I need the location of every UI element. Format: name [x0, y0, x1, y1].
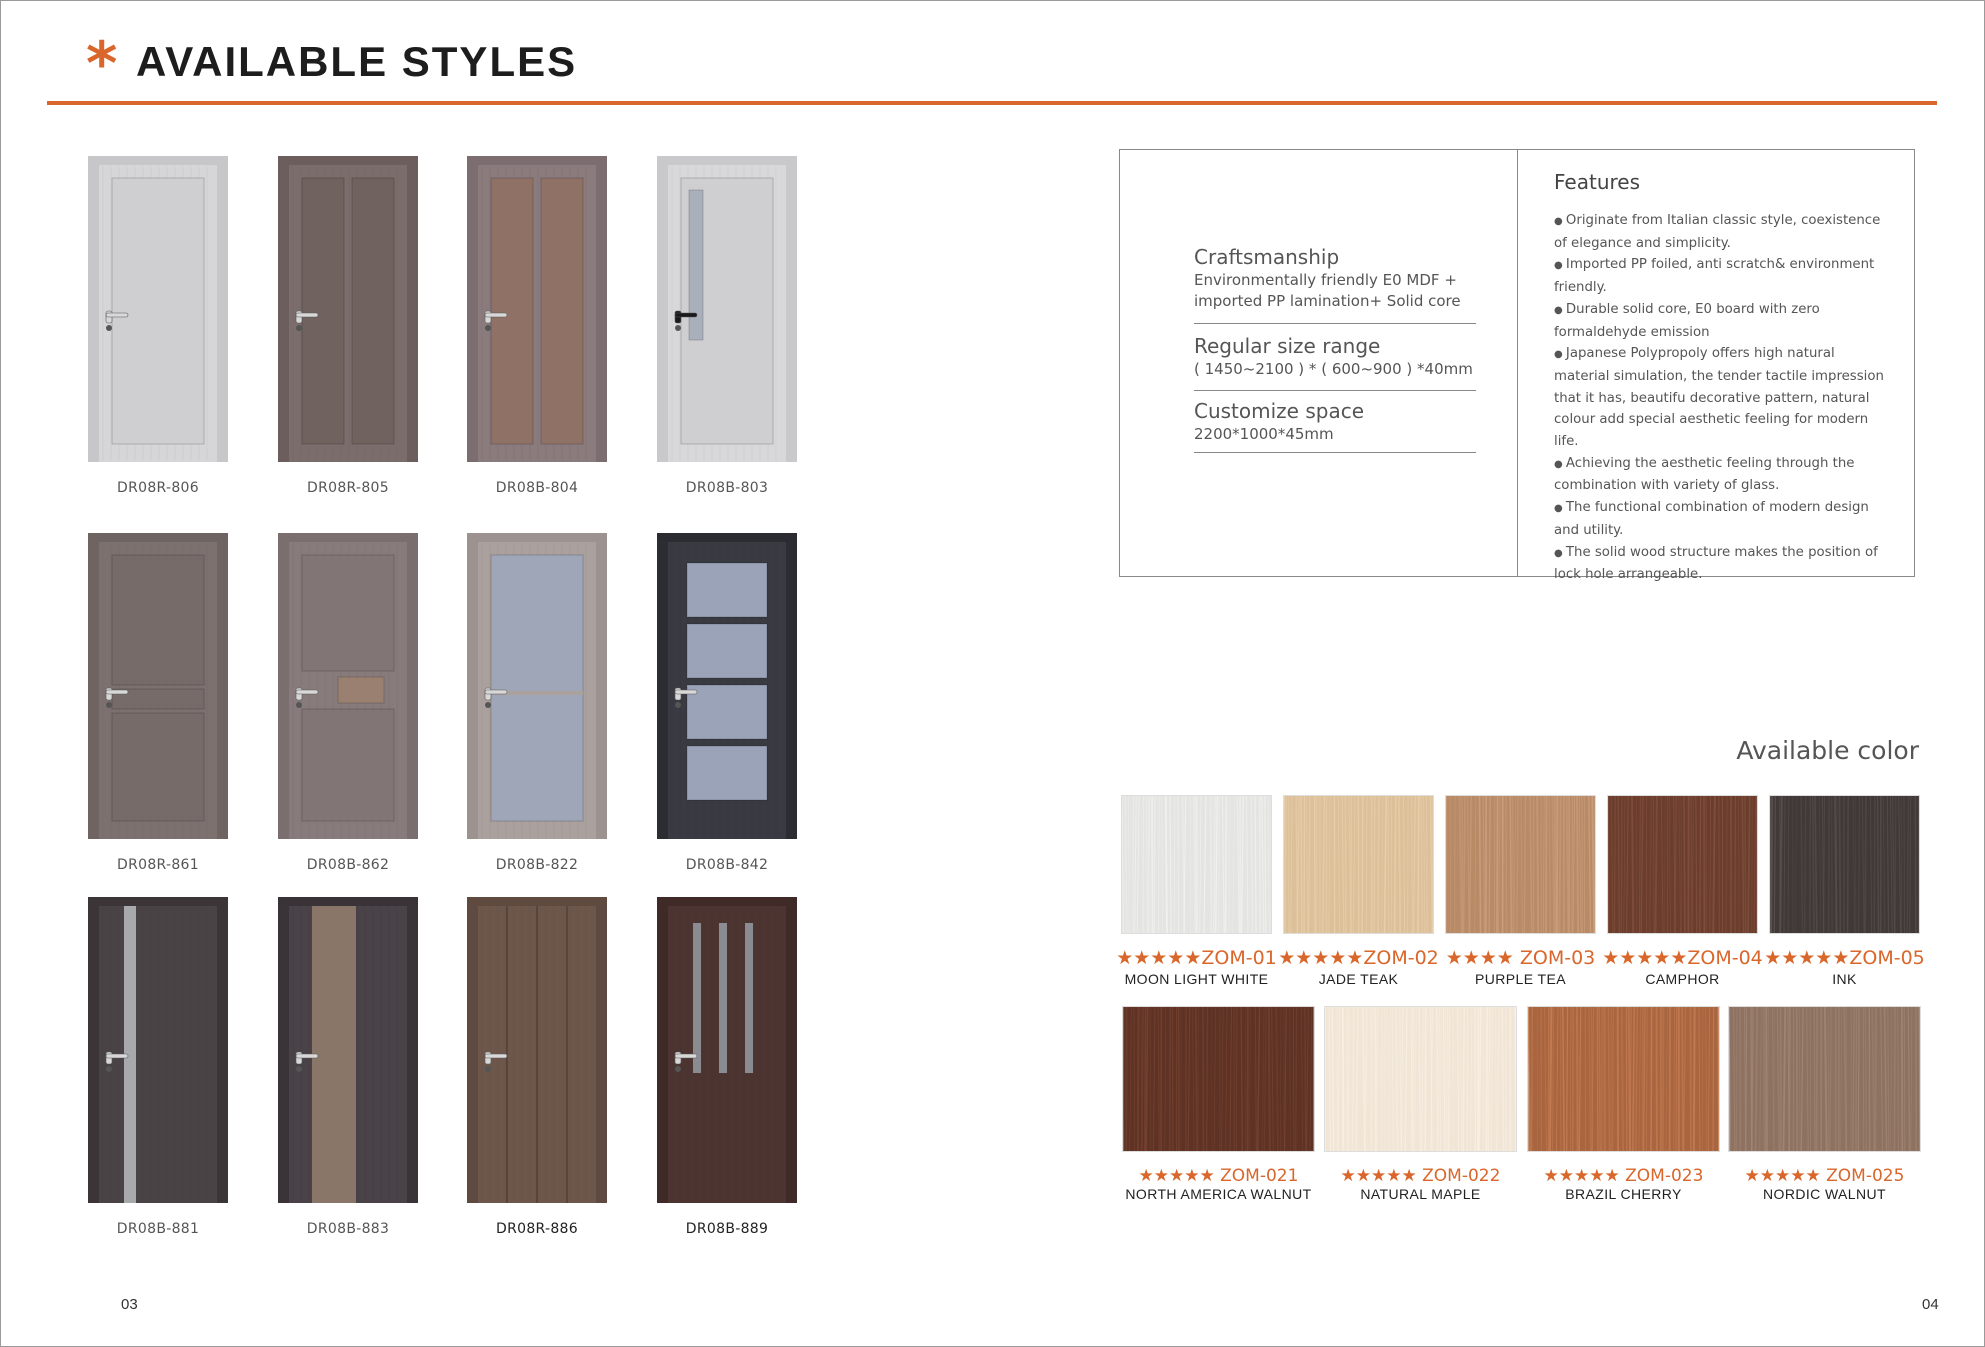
- feature-item: ● Originate from Italian classic style, coexistence of elegance and simplicity.: [1554, 210, 1894, 254]
- craftsmanship-text: Environmentally friendly E0 MDF + imported PP lamination+ Solid core: [1194, 271, 1461, 310]
- feature-item: ● Durable solid core, E0 board with zero formaldehyde emission: [1554, 299, 1894, 343]
- available-color-heading: Available color: [1736, 736, 1919, 765]
- info-column-divider: [1517, 150, 1518, 576]
- size-range-text: ( 1450~2100 ) * ( 600~900 ) *40mm: [1194, 360, 1473, 378]
- swatch-name: CAMPHOR: [1645, 971, 1720, 987]
- swatch-texture: [1728, 1006, 1921, 1152]
- size-range-heading: Regular size range: [1194, 334, 1381, 358]
- page-number-right: 04: [1922, 1296, 1939, 1313]
- door-image: [88, 897, 228, 1203]
- feature-item: ● The functional combination of modern design and utility.: [1554, 497, 1894, 541]
- feature-item: ● Achieving the aesthetic feeling through the combination with variety of glass.: [1554, 453, 1894, 497]
- swatch-code: ★★★★★ZOM-01: [1116, 947, 1277, 969]
- header-asterisk-icon: *: [86, 29, 118, 99]
- customize-heading: Customize space: [1194, 399, 1365, 423]
- door-image: [278, 533, 418, 839]
- door-image: [278, 156, 418, 462]
- door-image: [278, 897, 418, 1203]
- swatch-name: BRAZIL CHERRY: [1565, 1186, 1682, 1202]
- door-image: [657, 897, 797, 1203]
- craftsmanship-heading: Craftsmanship: [1194, 245, 1340, 269]
- feature-item: ● Imported PP foiled, anti scratch& environment friendly.: [1554, 254, 1894, 298]
- door-image: [467, 156, 607, 462]
- craftsmanship-block: [1194, 244, 1476, 312]
- swatch-code: ★★★★★ZOM-05: [1764, 947, 1925, 969]
- swatch-name: NATURAL MAPLE: [1360, 1186, 1481, 1202]
- door-code-label: DR08B-842: [685, 857, 769, 873]
- swatch-name: NORTH AMERICA WALNUT: [1125, 1186, 1312, 1202]
- size-range-block: [1194, 333, 1476, 380]
- features-list: [1554, 210, 1894, 586]
- door-code-label: DR08B-862: [306, 857, 390, 873]
- door-image: [88, 533, 228, 839]
- swatch-code: ★★★★★ ZOM-023: [1543, 1166, 1704, 1186]
- swatch-texture: [1769, 795, 1920, 934]
- page-number-left: 03: [121, 1296, 138, 1313]
- spec-divider: [1194, 390, 1476, 391]
- door-image: [467, 533, 607, 839]
- swatch-code: ★★★★★ ZOM-025: [1744, 1166, 1905, 1186]
- door-code-label: DR08B-822: [495, 857, 579, 873]
- door-code-label: DR08B-803: [685, 480, 769, 496]
- header-divider: [47, 101, 1937, 105]
- spec-divider: [1194, 323, 1476, 324]
- door-image: [467, 897, 607, 1203]
- door-image: [657, 533, 797, 839]
- door-code-label: DR08B-881: [116, 1221, 200, 1237]
- swatch-texture: [1324, 1006, 1517, 1152]
- swatch-name: INK: [1832, 971, 1857, 987]
- features-heading: Features: [1554, 170, 1640, 194]
- swatch-code: ★★★★★ZOM-04: [1602, 947, 1763, 969]
- swatch-name: NORDIC WALNUT: [1763, 1186, 1886, 1202]
- feature-item: ● The solid wood structure makes the position of lock hole arrangeable.: [1554, 542, 1894, 586]
- swatch-texture: [1283, 795, 1434, 934]
- door-code-label: DR08B-804: [495, 480, 579, 496]
- swatch-name: PURPLE TEA: [1475, 971, 1566, 987]
- swatch-texture: [1445, 795, 1596, 934]
- door-image: [88, 156, 228, 462]
- customize-text: 2200*1000*45mm: [1194, 425, 1334, 443]
- door-code-label: DR08R-805: [307, 480, 389, 496]
- door-code-label: DR08B-889: [685, 1221, 769, 1237]
- door-code-label: DR08R-886: [496, 1221, 578, 1237]
- swatch-code: ★★★★ ZOM-03: [1445, 947, 1596, 969]
- customize-block: [1194, 398, 1476, 445]
- page-title: AVAILABLE STYLES: [136, 38, 578, 85]
- swatch-code: ★★★★★ ZOM-021: [1138, 1166, 1299, 1186]
- swatch-texture: [1527, 1006, 1720, 1152]
- feature-item: ● Japanese Polypropoly offers high natural material simulation, the tender tactile impression that it has, beautifu decorative pattern, natural colour add special aesthetic feeling for modern life.: [1554, 343, 1894, 453]
- door-code-label: DR08B-883: [306, 1221, 390, 1237]
- spec-divider: [1194, 452, 1476, 453]
- swatch-texture: [1607, 795, 1758, 934]
- door-image: [657, 156, 797, 462]
- door-code-label: DR08R-806: [117, 480, 199, 496]
- spec-features-box: [1119, 149, 1915, 583]
- swatch-code: ★★★★★ ZOM-022: [1340, 1166, 1501, 1186]
- swatch-name: MOON LIGHT WHITE: [1124, 971, 1269, 987]
- swatch-code: ★★★★★ZOM-02: [1278, 947, 1439, 969]
- swatch-texture: [1122, 1006, 1315, 1152]
- swatch-name: JADE TEAK: [1318, 971, 1399, 987]
- swatch-texture: [1121, 795, 1272, 934]
- door-code-label: DR08R-861: [117, 857, 199, 873]
